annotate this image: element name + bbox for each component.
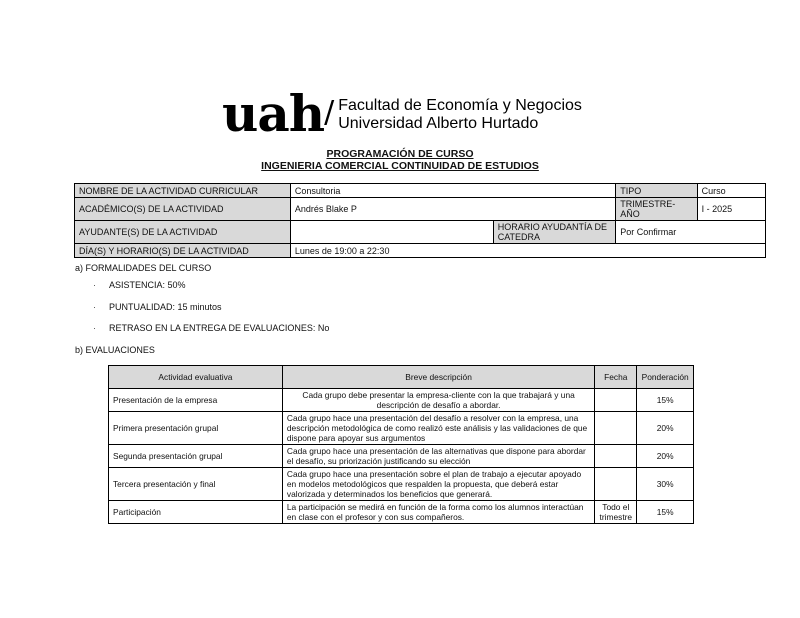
actividad-cell: Segunda presentación grupal — [109, 445, 283, 468]
descripcion-cell: Cada grupo hace una presentación del desafío a resolver con la empresa, una descripción metodológica de como realizó este análisis y las validaciones de que dispone para apoyar sus argumentos — [282, 412, 594, 445]
info-row-dias — [75, 244, 766, 258]
university-logo — [222, 84, 582, 143]
table-row — [109, 389, 694, 412]
actividad-cell: Participación — [109, 501, 283, 524]
retraso-text: RETRASO EN LA ENTREGA DE EVALUACIONES: No — [109, 323, 330, 333]
info-row-ayudante — [75, 221, 766, 244]
fecha-cell — [595, 445, 637, 468]
fecha-cell: Todo el trimestre — [595, 501, 637, 524]
header-descripcion: Breve descripción — [282, 366, 594, 389]
tipo-label: TIPO — [616, 184, 697, 198]
title-line-1: PROGRAMACIÓN DE CURSO — [326, 148, 474, 160]
header-actividad: Actividad evaluativa — [109, 366, 283, 389]
academico-label: ACADÉMICO(S) DE LA ACTIVIDAD — [75, 198, 291, 221]
list-item — [93, 280, 186, 290]
logo-mark: uah — [222, 84, 325, 143]
evaluations-table — [108, 365, 694, 524]
info-row-academico — [75, 198, 766, 221]
nombre-label: NOMBRE DE LA ACTIVIDAD CURRICULAR — [75, 184, 291, 198]
faculty-name: Facultad de Economía y Negocios — [338, 97, 582, 114]
fecha-cell — [595, 412, 637, 445]
header-ponderacion: Ponderación — [637, 366, 694, 389]
section-evaluaciones-heading: b) EVALUACIONES — [75, 345, 155, 355]
table-row — [109, 501, 694, 524]
nombre-value: Consultoria — [290, 184, 615, 198]
trimestre-value: I - 2025 — [697, 198, 765, 221]
ponderacion-cell: 20% — [637, 412, 694, 445]
academico-value: Andrés Blake P — [290, 198, 615, 221]
ayudante-label: AYUDANTE(S) DE LA ACTIVIDAD — [75, 221, 291, 244]
tipo-value: Curso — [697, 184, 765, 198]
trimestre-label: TRIMESTRE-AÑO — [616, 198, 697, 221]
ponderacion-cell: 15% — [637, 389, 694, 412]
actividad-cell: Primera presentación grupal — [109, 412, 283, 445]
logo-slash: / — [324, 95, 335, 130]
actividad-cell: Presentación de la empresa — [109, 389, 283, 412]
table-header-row — [109, 366, 694, 389]
table-row — [109, 445, 694, 468]
descripcion-cell: Cada grupo hace una presentación sobre el plan de trabajo a ejecutar apoyado en modelos metodológicos que respalden la propuesta, que deberá estar valorizada y determinados los beneficios que generará. — [282, 468, 594, 501]
ponderacion-cell: 30% — [637, 468, 694, 501]
actividad-cell: Tercera presentación y final — [109, 468, 283, 501]
horario-ayudantia-label: HORARIO AYUDANTÍA DE CATEDRA — [493, 221, 616, 244]
ponderacion-cell: 15% — [637, 501, 694, 524]
descripcion-cell: Cada grupo hace una presentación de las alternativas que dispone para abordar el desafío, su priorización justificando su elección — [282, 445, 594, 468]
university-name: Universidad Alberto Hurtado — [338, 115, 539, 132]
document-title — [0, 148, 800, 172]
info-row-nombre — [75, 184, 766, 198]
asistencia-text: ASISTENCIA: 50% — [109, 280, 186, 290]
fecha-cell — [595, 468, 637, 501]
list-item — [93, 323, 329, 333]
fecha-cell — [595, 389, 637, 412]
descripcion-cell: Cada grupo debe presentar la empresa-cliente con la que trabajará y una descripción de desafío a abordar. — [282, 389, 594, 412]
course-info-table — [74, 183, 766, 258]
table-row — [109, 412, 694, 445]
section-formalidades-heading: a) FORMALIDADES DEL CURSO — [75, 263, 212, 273]
puntualidad-text: PUNTUALIDAD: 15 minutos — [109, 302, 222, 312]
ponderacion-cell: 20% — [637, 445, 694, 468]
horario-ayudantia-value: Por Confirmar — [616, 221, 766, 244]
bullet-icon: · — [93, 323, 96, 333]
logo-text — [338, 97, 582, 133]
list-item — [93, 302, 222, 312]
dias-value: Lunes de 19:00 a 22:30 — [290, 244, 765, 258]
descripcion-cell: La participación se medirá en función de la forma como los alumnos interactúan en clase con el profesor y con sus compañeros. — [282, 501, 594, 524]
header-fecha: Fecha — [595, 366, 637, 389]
dias-label: DÍA(S) Y HORARIO(S) DE LA ACTIVIDAD — [75, 244, 291, 258]
title-line-2: INGENIERIA COMERCIAL CONTINUIDAD DE ESTUDIOS — [261, 160, 539, 172]
ayudante-value — [290, 221, 493, 244]
bullet-icon: · — [93, 280, 96, 290]
table-row — [109, 468, 694, 501]
bullet-icon: · — [93, 302, 96, 312]
